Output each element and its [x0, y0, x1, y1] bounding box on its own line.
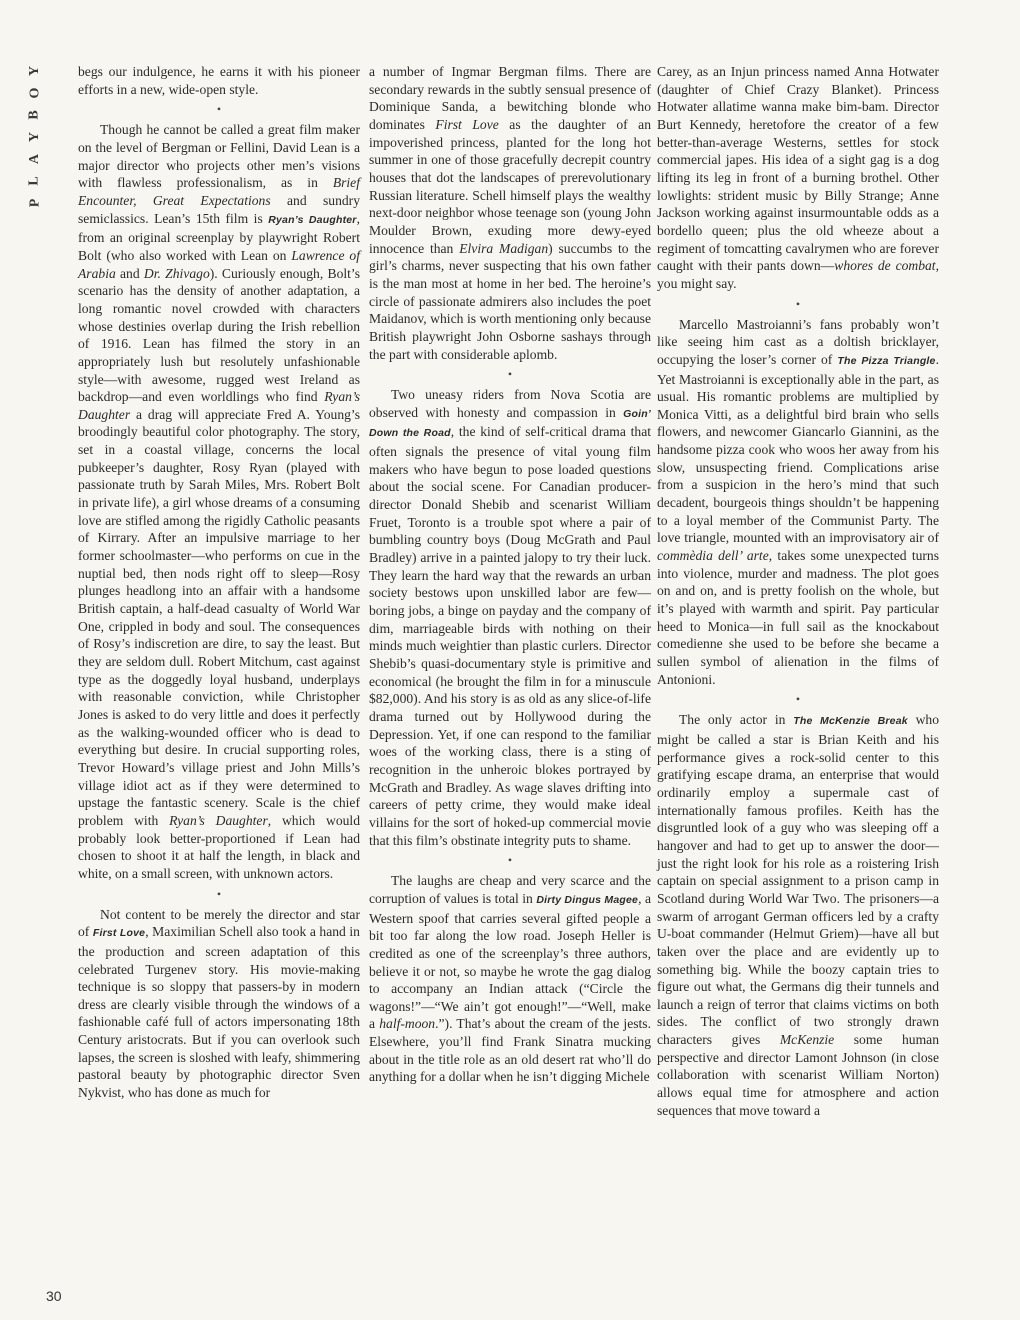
paragraph-text: , Maximilian Schell also took a hand in the production and screen adaptation of this celebrated Turgenev story. His movie-making technique is so sloppy that passers-by in modern dress are clearly visible through the windows of a fashionable café full of actors impersonating 18th Century aristocrats. But if you can overlook such lapses, the screen is sloshed with leafy, shimmering pastoral beauty by photographic director Sven Nykvist, who has done as much for: [78, 924, 360, 1101]
masthead-letter: Y: [27, 131, 42, 143]
film-title: The McKenzie Break: [793, 715, 908, 728]
review-paragraph: [78, 906, 360, 1102]
masthead-letter: O: [26, 87, 42, 99]
paragraph-text: ). Curiously enough, Bolt’s scenario has the density of another adaptation, a long romantic novel crowded with characters whose destinies overlap during the Irish rebellion of 1916. Lean has filmed the story in an appropriately lush but resolutely unfashionable style—with awesome, rugged west Ireland as backdrop—and even worldlings who find: [78, 265, 360, 405]
review-paragraph: [78, 121, 360, 882]
italic-title: First Love: [435, 116, 499, 132]
section-separator: •: [507, 853, 513, 868]
paragraph-text: , a Western spoof that carries several gifted people a bit too far along the low road. Joseph Heller is credited as one of the screenplay’s three authors, believe it or not, so maybe he wrote the gag dialog to accompany an Indian attack (“Circle the wagons!”—“We ain’t got enough!”—“Well, make a: [369, 890, 651, 1032]
italic-title: McKenzie: [779, 1032, 835, 1048]
film-title: The Pizza Triangle: [837, 354, 936, 367]
italic-title: Ryan’s Daughter: [169, 812, 268, 828]
section-separator: •: [795, 692, 801, 707]
italic-title: Lawrence of Arabia: [78, 247, 360, 281]
masthead-letter: Y: [27, 65, 42, 77]
review-paragraph: [369, 872, 651, 1086]
paragraph-text: Not content to be merely the director and star of: [78, 906, 360, 940]
masthead-letter: L: [27, 176, 42, 186]
paragraph-text: who might be called a star is Brian Keith and his performance gives a rock-solid center to this gratifying escape drama, an enterprise that would ordinarily employ a supermale cast of internationally famous profiles. Keith has the disgruntled look of a guy who was sleeping off a hangover and had to get up to answer the door—just the right look for his role as a roistering Irish captain on special assignment to a prison camp in Scotland during World War Two. The prisoners—a swarm of arrogant German officers led by a crafty U-boat commander (Helmut Griem)—have all but taken over the place and are evidently up to something big. While the boozy captain tries to figure out what, the Germans dig their tunnels and launch a reign of terror that claims victims on both sides. The conflict of two strongly drawn characters gives: [657, 712, 940, 1048]
italic-title: commèdia dell’ arte: [657, 548, 769, 564]
paragraph-text: and: [115, 265, 144, 281]
film-title: Dirty Dingus Magee: [536, 893, 639, 906]
page-number: 30: [46, 1288, 62, 1304]
italic-title: Ryan’s Daughter: [78, 389, 360, 422]
paragraph-text: , takes some unexpected turns into violence, murder and madness. The plot goes on and on, and is pretty foolish on the whole, but it’s played with warmth and spirit. Pay particular heed to Monica—in full sail as the knockabout comedienne she used to be before she became a sullen symbol of alienation in the films of Antonioni.: [657, 548, 940, 687]
paragraph-text: , the kind of self-critical drama that often signals the presence of vital young film makers who have begun to pose loaded questions about the social scene. For Canadian producer-director Donald Shebib and scenarist William Fruet, Toronto is a trouble spot where a pair of bumbling country boys (Doug McGrath and Paul Bradley) arrive in a painted jalopy to try their luck. They learn the hard way that the rewards an urban society bestows upon unskilled labor are few—boring jobs, a binge on payday and the company of dim, marriageable birds with nothing on their minds much weightier than plastic curlers. Director Shebib’s quasi-documentary style is primitive and economical (he brought the film in for a minuscule $82,000). And his story is as old as any slice-of-life drama turned out by Hollywood during the Depression. Yet, if one can respond to the familiar woes of the working class, there is a sting of recognition in the unheroic blokes portrayed by McGrath and Bradley. As wage slaves drifting into careers of petty crime, they would make ideal villains for the sort of hoked-up commercial movie that this film’s obstinate integrity puts to shame.: [369, 424, 652, 848]
masthead: [26, 60, 44, 214]
review-paragraph: [78, 63, 360, 98]
paragraph-text: .”). That’s about the cream of the jests. Elsewhere, you’ll find Frank Sinatra mucking about in the title role as an old desert rat who’ll do anything for a dollar when he isn’t digging Michele: [369, 1016, 651, 1085]
column-left: [78, 63, 360, 1102]
review-paragraph: [657, 316, 939, 689]
review-paragraph: [657, 63, 939, 293]
paragraph-text: , from an original screenplay by playwright Robert Bolt (who also worked with Lean on: [78, 210, 360, 263]
film-title: Ryan’s Daughter: [268, 213, 357, 226]
section-separator: •: [507, 367, 513, 382]
paragraph-text: Two uneasy riders from Nova Scotia are observed with honesty and compassion in: [369, 387, 651, 420]
section-separator: •: [795, 296, 801, 311]
review-paragraph: [369, 386, 651, 849]
paragraph-text: as the daughter of an impoverished princess, planted for the long hot summer in one of those gracefully decrepit country houses that dot the landscapes of prerevolutionary Russian literature. Schell himself plays the wealthy next-door neighbor whose teenage son (young John Moulder Brown, exuding more dewy-eyed innocence than: [369, 116, 651, 256]
review-paragraph: [369, 63, 651, 363]
film-title: First Love: [92, 927, 146, 940]
masthead-letter: B: [27, 110, 42, 120]
film-title: Goin’ Down the Road: [369, 407, 651, 440]
paragraph-text: , you might say.: [657, 258, 939, 291]
italic-title: Elvira Madigan: [459, 240, 549, 256]
review-paragraph: [657, 711, 939, 1119]
paragraph-text: a number of Ingmar Bergman films. There are secondary rewards in the subtly sensual presence of Dominique Sanda, a bewitching blonde who dominates: [369, 64, 651, 132]
paragraph-text: The laughs are cheap and very scarce and the corruption of values is total in: [369, 873, 651, 906]
paragraph-text: Marcello Mastroianni’s fans probably won’t like seeing him cast as a doltish bricklayer, occupying the loser’s corner of: [657, 316, 939, 367]
column-right: [657, 63, 939, 1119]
paragraph-text: Carey, as an Injun princess named Anna Hotwater (daughter of Chief Crazy Blanket). Princess Hotwater allatime wanna make bim-bam. Director Burt Kennedy, heretofore the creator of a few better-than-average Westerns, settles for stock commercial japes. His idea of a sight gag is a dog lifting its leg in front of a burning brothel. Other lowlights: strident music by Billy Strange; Anne Jackson working against insurmountable odds as a bordello queen; plus the old wheeze about a regiment of tomcatting cavalrymen who are forever caught with their pants down—: [657, 64, 939, 274]
column-middle: [369, 63, 651, 1086]
paragraph-text: , which would probably look better-proportioned if Lean had chosen to shoot it at half the length, in black and white, on a small screen, with unknown actors.: [78, 812, 360, 881]
paragraph-text: The only actor in: [679, 712, 794, 728]
paragraph-text: begs our indulgence, he earns it with his pioneer efforts in a new, wide-open style.: [78, 64, 360, 97]
italic-title: Brief Encounter, Great Expectations: [78, 175, 360, 208]
masthead-letter: A: [27, 153, 42, 165]
paragraph-text: and sundry semiclassics. Lean’s 15th film is: [78, 192, 360, 226]
paragraph-text: some human perspective and director Lamont Johnson (in close collaboration with scenarist William Norton) allows equal time for atmosphere and action sequences that move toward a: [657, 1032, 939, 1118]
italic-title: half-moon: [379, 1016, 436, 1032]
paragraph-text: ) succumbs to the girl’s charms, never suspecting that his own father is the man most at home in her bed. The heroine’s circle of passionate admirers also includes the poet Maidanov, which is worth mentioning only because British playwright John Osborne sashays through the part with considerable aplomb.: [369, 240, 651, 362]
masthead-letter: P: [27, 198, 42, 208]
paragraph-text: a drag will appreciate Fred A. Young’s broodingly beautiful color photography. The story, set in a coastal village, concerns the local pubkeeper’s daughter, Rosy Ryan (played with passionate truth by Sarah Miles, Mrs. Robert Bolt in private life), a girl whose dreams of a consuming love are stifled among the rigidly Catholic peasants of Kirrary. After an impulsive marriage to her former schoolmaster—who performs on cue in the nuptial bed, then nods right off to sleep—Rosy plunges headlong into an affair with a handsome British captain, a half-dead casualty of World War One, crippled in body and soul. The consequences of Rosy’s indiscretion are dire, to say the least. But they are seldom dull. Robert Mitchum, cast against type as the doggedly loyal husband, underplays with reasonable conviction, while Christopher Jones is asked to do very little and does it perfectly as the walking-wounded officer who is dead to everything but desire. In crucial supporting roles, Trevor Howard’s village priest and John Mills’s village idiot act as if they were determined to upstage the fantastic scenery. Scale is the chief problem with: [78, 406, 360, 828]
section-separator: •: [216, 886, 222, 901]
italic-title: whores de combat: [834, 258, 936, 274]
section-separator: •: [216, 102, 222, 117]
paragraph-text: Though he cannot be called a great film maker on the level of Bergman or Fellini, David Lean is a major director who projects other men’s visions with flawless professionalism, as in: [78, 122, 360, 191]
paragraph-text: . Yet Mastroianni is exceptionally able in the part, as usual. His romantic problems are multiplied by Monica Vitti, as a delightful bird brain who sells flowers, and newcomer Giancarlo Giannini, as the handsome pizza cook who woos her away from his slow, unsuspecting friend. Complications arise from a suspicion in the hero’s mind that such decadent, bourgeois things shouldn’t be happening to a loyal member of the Communist Party. The love triangle, mounted with an improvisatory air of: [657, 351, 939, 546]
italic-title: Dr. Zhivago: [143, 265, 210, 281]
